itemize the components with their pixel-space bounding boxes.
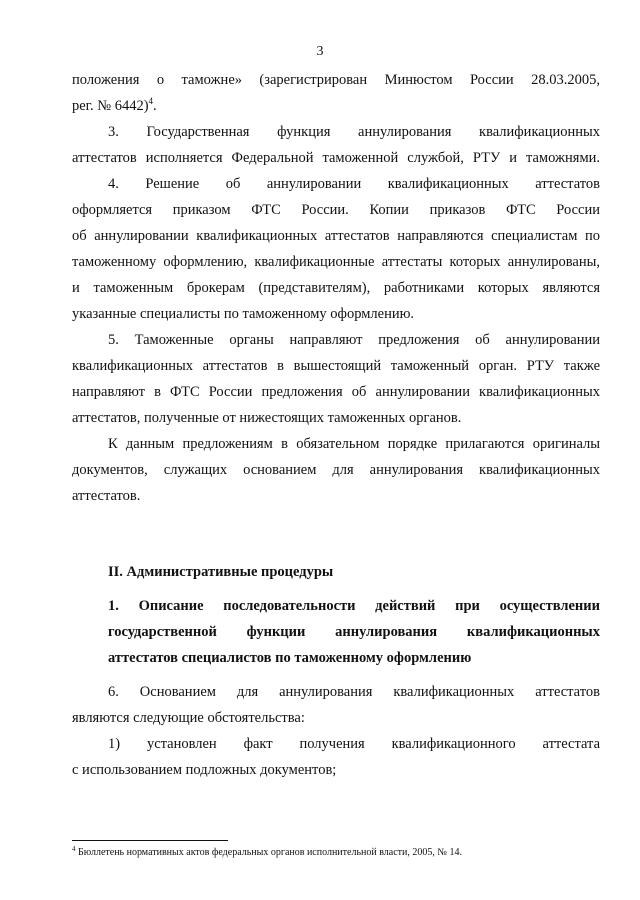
paragraph-4-line: указанные специалисты по таможенному оформлению.	[72, 306, 415, 322]
paragraph-4-line: оформляется приказом ФТС России. Копии приказов ФТС России	[72, 202, 600, 218]
footnote-marker: 4	[72, 845, 76, 853]
list-item-1-line: 1) установлен факт получения квалификационного аттестата	[108, 736, 600, 752]
paragraph-attachments-line: К данным предложениям в обязательном порядке прилагаются оригиналы	[108, 436, 600, 452]
text-line: положения о таможне» (зарегистрирован Минюстом России 28.03.2005,	[72, 72, 600, 88]
subsection-heading-line: государственной функции аннулирования квалификационных	[108, 624, 600, 640]
section-heading: II. Административные процедуры	[108, 564, 334, 580]
list-item-1-line: с использованием подложных документов;	[72, 762, 337, 778]
paragraph-4-line: таможенному оформлению, квалификационные аттестаты которых аннулированы,	[72, 254, 600, 270]
paragraph-4-line: об аннулировании квалификационных аттестатов направляются специалистам по	[72, 228, 600, 244]
paragraph-5-line: аттестатов, полученные от нижестоящих таможенных органов.	[72, 410, 462, 426]
footnote-reference: 4	[148, 96, 154, 106]
page-number: 3	[316, 44, 324, 59]
paragraph-5-line: 5. Таможенные органы направляют предложения об аннулировании	[108, 332, 600, 348]
subsection-heading-line: 1. Описание последовательности действий при осуществлении	[108, 598, 600, 614]
paragraph-6-line: являются следующие обстоятельства:	[72, 710, 305, 726]
paragraph-6-line: 6. Основанием для аннулирования квалификационных аттестатов	[108, 684, 600, 700]
footnote-text: Бюллетень нормативных актов федеральных органов исполнительной власти, 2005, № 14.	[75, 847, 462, 858]
paragraph-5-line: квалификационных аттестатов в вышестоящий таможенный орган. РТУ также	[72, 358, 600, 374]
paragraph-5-line: направляют в ФТС России предложения об аннулировании квалификационных	[72, 384, 600, 400]
subsection-heading-line: аттестатов специалистов по таможенному оформлению	[108, 650, 472, 666]
paragraph-4-line: и таможенным брокерам (представителям), работниками которых являются	[72, 280, 600, 296]
paragraph-3-line: аттестатов исполняется Федеральной таможенной службой, РТУ и таможнями.	[72, 150, 600, 166]
paragraph-4-line: 4. Решение об аннулировании квалификационных аттестатов	[108, 176, 600, 192]
footnote	[72, 846, 600, 860]
footnote-divider	[72, 840, 228, 841]
text-line: рег. № 6442)$^4$.	[72, 96, 157, 114]
paragraph-3-line: 3. Государственная функция аннулирования квалификационных	[108, 124, 600, 140]
paragraph-attachments-line: документов, служащих основанием для аннулирования квалификационных	[72, 462, 600, 478]
paragraph-attachments-line: аттестатов.	[72, 488, 141, 504]
